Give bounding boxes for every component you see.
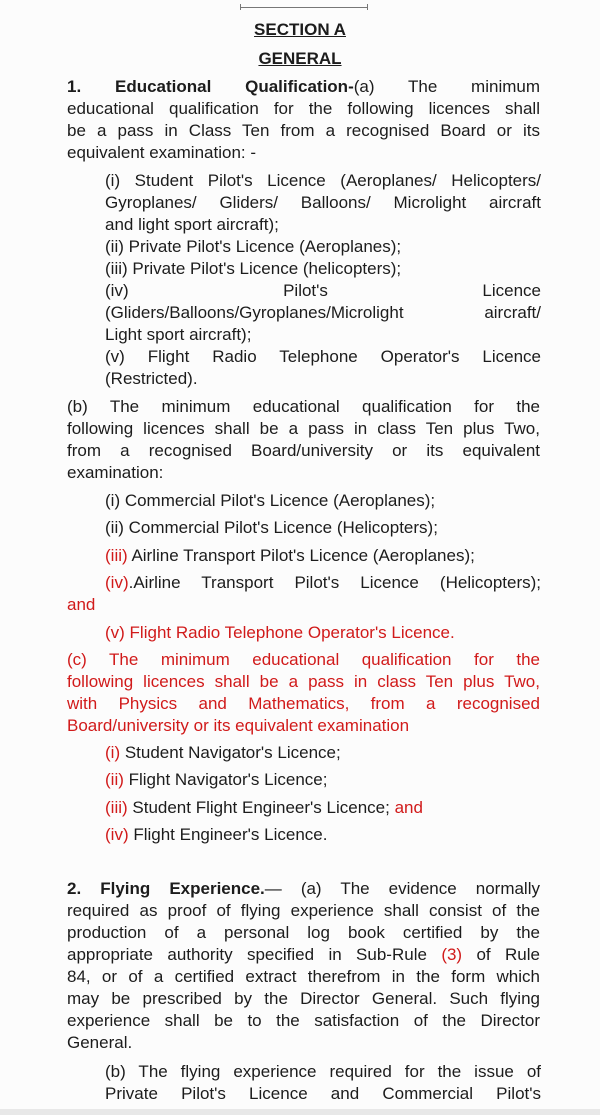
paragraph-1c-line: Board/university or its equivalent examination bbox=[67, 716, 410, 735]
list-item: Gyroplanes/ Gliders/ Balloons/ Microlight aircraft bbox=[105, 193, 541, 212]
item-text: Student Navigator's Licence; bbox=[120, 743, 341, 762]
paragraph-2b bbox=[105, 1061, 541, 1105]
paragraph-1-number: 1. bbox=[67, 77, 82, 96]
paragraph-2b-line: (b) The flying experience required for the issue of bbox=[105, 1062, 541, 1081]
list-item: (Gliders/Balloons/Gyroplanes/Microlight aircraft/ bbox=[105, 303, 541, 322]
list-item bbox=[105, 545, 541, 567]
list-item: (v) Flight Radio Telephone Operator's Licence. bbox=[105, 623, 455, 642]
paragraph-2-number: 2. bbox=[67, 879, 82, 898]
paragraph-2-line: experience shall be to the satisfaction of the Director bbox=[67, 1011, 540, 1030]
list-b bbox=[105, 490, 541, 512]
list-item bbox=[105, 572, 541, 594]
section-subtitle: GENERAL bbox=[258, 49, 342, 68]
list-item: (i) Commercial Pilot's Licence (Aeroplanes); bbox=[105, 491, 436, 510]
paragraph-1 bbox=[67, 76, 540, 164]
list-b-and bbox=[67, 594, 540, 616]
list-item: (i) Student Pilot's Licence (Aeroplanes/ Helicopters/ bbox=[105, 171, 541, 190]
rule-number: (3) bbox=[441, 945, 463, 964]
paragraph-1b-line: following licences shall be a pass in class Ten plus Two, bbox=[67, 419, 540, 438]
list-b-item-ii bbox=[105, 517, 541, 539]
rule-text: appropriate authority specified in Sub-Rule bbox=[67, 945, 442, 964]
paragraph-1c bbox=[67, 649, 540, 737]
list-c-item-ii bbox=[105, 769, 541, 791]
paragraph-2b-line: Private Pilot's Licence and Commercial Pilot's bbox=[105, 1084, 541, 1103]
top-rule bbox=[240, 3, 368, 8]
paragraph-2-line: 84, or of a certified extract therefrom in the form which bbox=[67, 967, 540, 986]
paragraph-1-line: equivalent examination: - bbox=[67, 143, 257, 162]
section-title: SECTION A bbox=[254, 20, 346, 39]
list-c bbox=[105, 742, 541, 764]
paragraph-2-line: may be prescribed by the Director General. Such flying bbox=[67, 989, 540, 1008]
paragraph-2-line: production of a personal log book certified by the bbox=[67, 923, 540, 942]
paragraph-1-line: educational qualification for the following licences shall bbox=[67, 99, 540, 118]
list-c-item-iii bbox=[105, 797, 541, 819]
paragraph-1-heading: Educational Qualification- bbox=[114, 77, 354, 96]
list-item: and light sport aircraft); bbox=[105, 215, 279, 234]
list-b-item-iii bbox=[105, 545, 541, 567]
paragraph-1-first-line bbox=[67, 76, 540, 98]
paragraph-1-text: (a) The minimum bbox=[353, 77, 540, 96]
paragraph-1b-line: from a recognised Board/university or its equivalent bbox=[67, 441, 540, 460]
paragraph-1-line: be a pass in Class Ten from a recognised Board or its bbox=[67, 121, 540, 140]
item-number: (iv) bbox=[105, 573, 129, 592]
list-item bbox=[105, 742, 541, 764]
list-item bbox=[105, 769, 541, 791]
item-text: Flight Engineer's Licence. bbox=[128, 825, 328, 844]
item-text: Airline Transport Pilot's Licence (Aeroplanes); bbox=[127, 546, 475, 565]
paragraph-2-rule-line bbox=[67, 944, 540, 966]
list-item bbox=[105, 824, 541, 846]
item-number: (ii) bbox=[105, 770, 124, 789]
item-text: .Airline Transport Pilot's Licence (Helicopters); bbox=[128, 573, 541, 592]
rule-text: of Rule bbox=[462, 945, 540, 964]
paragraph-2-line: required as proof of flying experience shall consist of the bbox=[67, 901, 540, 920]
paragraph-2-text: — (a) The evidence normally bbox=[264, 879, 540, 898]
item-text: Student Flight Engineer's Licence; bbox=[127, 798, 390, 817]
paragraph-2-heading: Flying Experience. bbox=[100, 879, 265, 898]
list-a bbox=[105, 170, 541, 390]
paragraph-1c-line: following licences shall be a pass in class Ten plus Two, bbox=[67, 672, 540, 691]
item-number: (i) bbox=[105, 743, 121, 762]
list-item: (v) Flight Radio Telephone Operator's Licence bbox=[105, 347, 541, 366]
list-item bbox=[105, 797, 541, 819]
list-item: (ii) Commercial Pilot's Licence (Helicopters); bbox=[105, 518, 438, 537]
list-item: (iv) Pilot's Licence bbox=[105, 281, 541, 300]
list-c-item-iv bbox=[105, 824, 541, 846]
list-item: (iii) Private Pilot's Licence (helicopters); bbox=[105, 259, 402, 278]
list-item: Light sport aircraft); bbox=[105, 325, 252, 344]
list-item: (ii) Private Pilot's Licence (Aeroplanes); bbox=[105, 237, 402, 256]
paragraph-1b bbox=[67, 396, 540, 484]
list-b-item-iv bbox=[105, 572, 541, 594]
paragraph-1c-line: (c) The minimum educational qualification for the bbox=[67, 650, 540, 669]
and-connector: and bbox=[389, 798, 423, 817]
item-number: (iv) bbox=[105, 825, 129, 844]
paragraph-1b-line: examination: bbox=[67, 463, 164, 482]
paragraph-2-line: General. bbox=[67, 1033, 133, 1052]
paragraph-1b-line: (b) The minimum educational qualification for the bbox=[67, 397, 540, 416]
list-item: (Restricted). bbox=[105, 369, 198, 388]
list-b-item-v bbox=[105, 622, 541, 644]
bottom-edge bbox=[0, 1109, 600, 1115]
paragraph-1c-line: with Physics and Mathematics, from a recognised bbox=[67, 694, 540, 713]
paragraph-2-first-line bbox=[67, 878, 540, 900]
and-connector: and bbox=[67, 595, 96, 614]
item-number: (iii) bbox=[105, 798, 128, 817]
paragraph-2 bbox=[67, 878, 540, 1054]
item-text: Flight Navigator's Licence; bbox=[123, 770, 328, 789]
item-number: (iii) bbox=[105, 546, 128, 565]
